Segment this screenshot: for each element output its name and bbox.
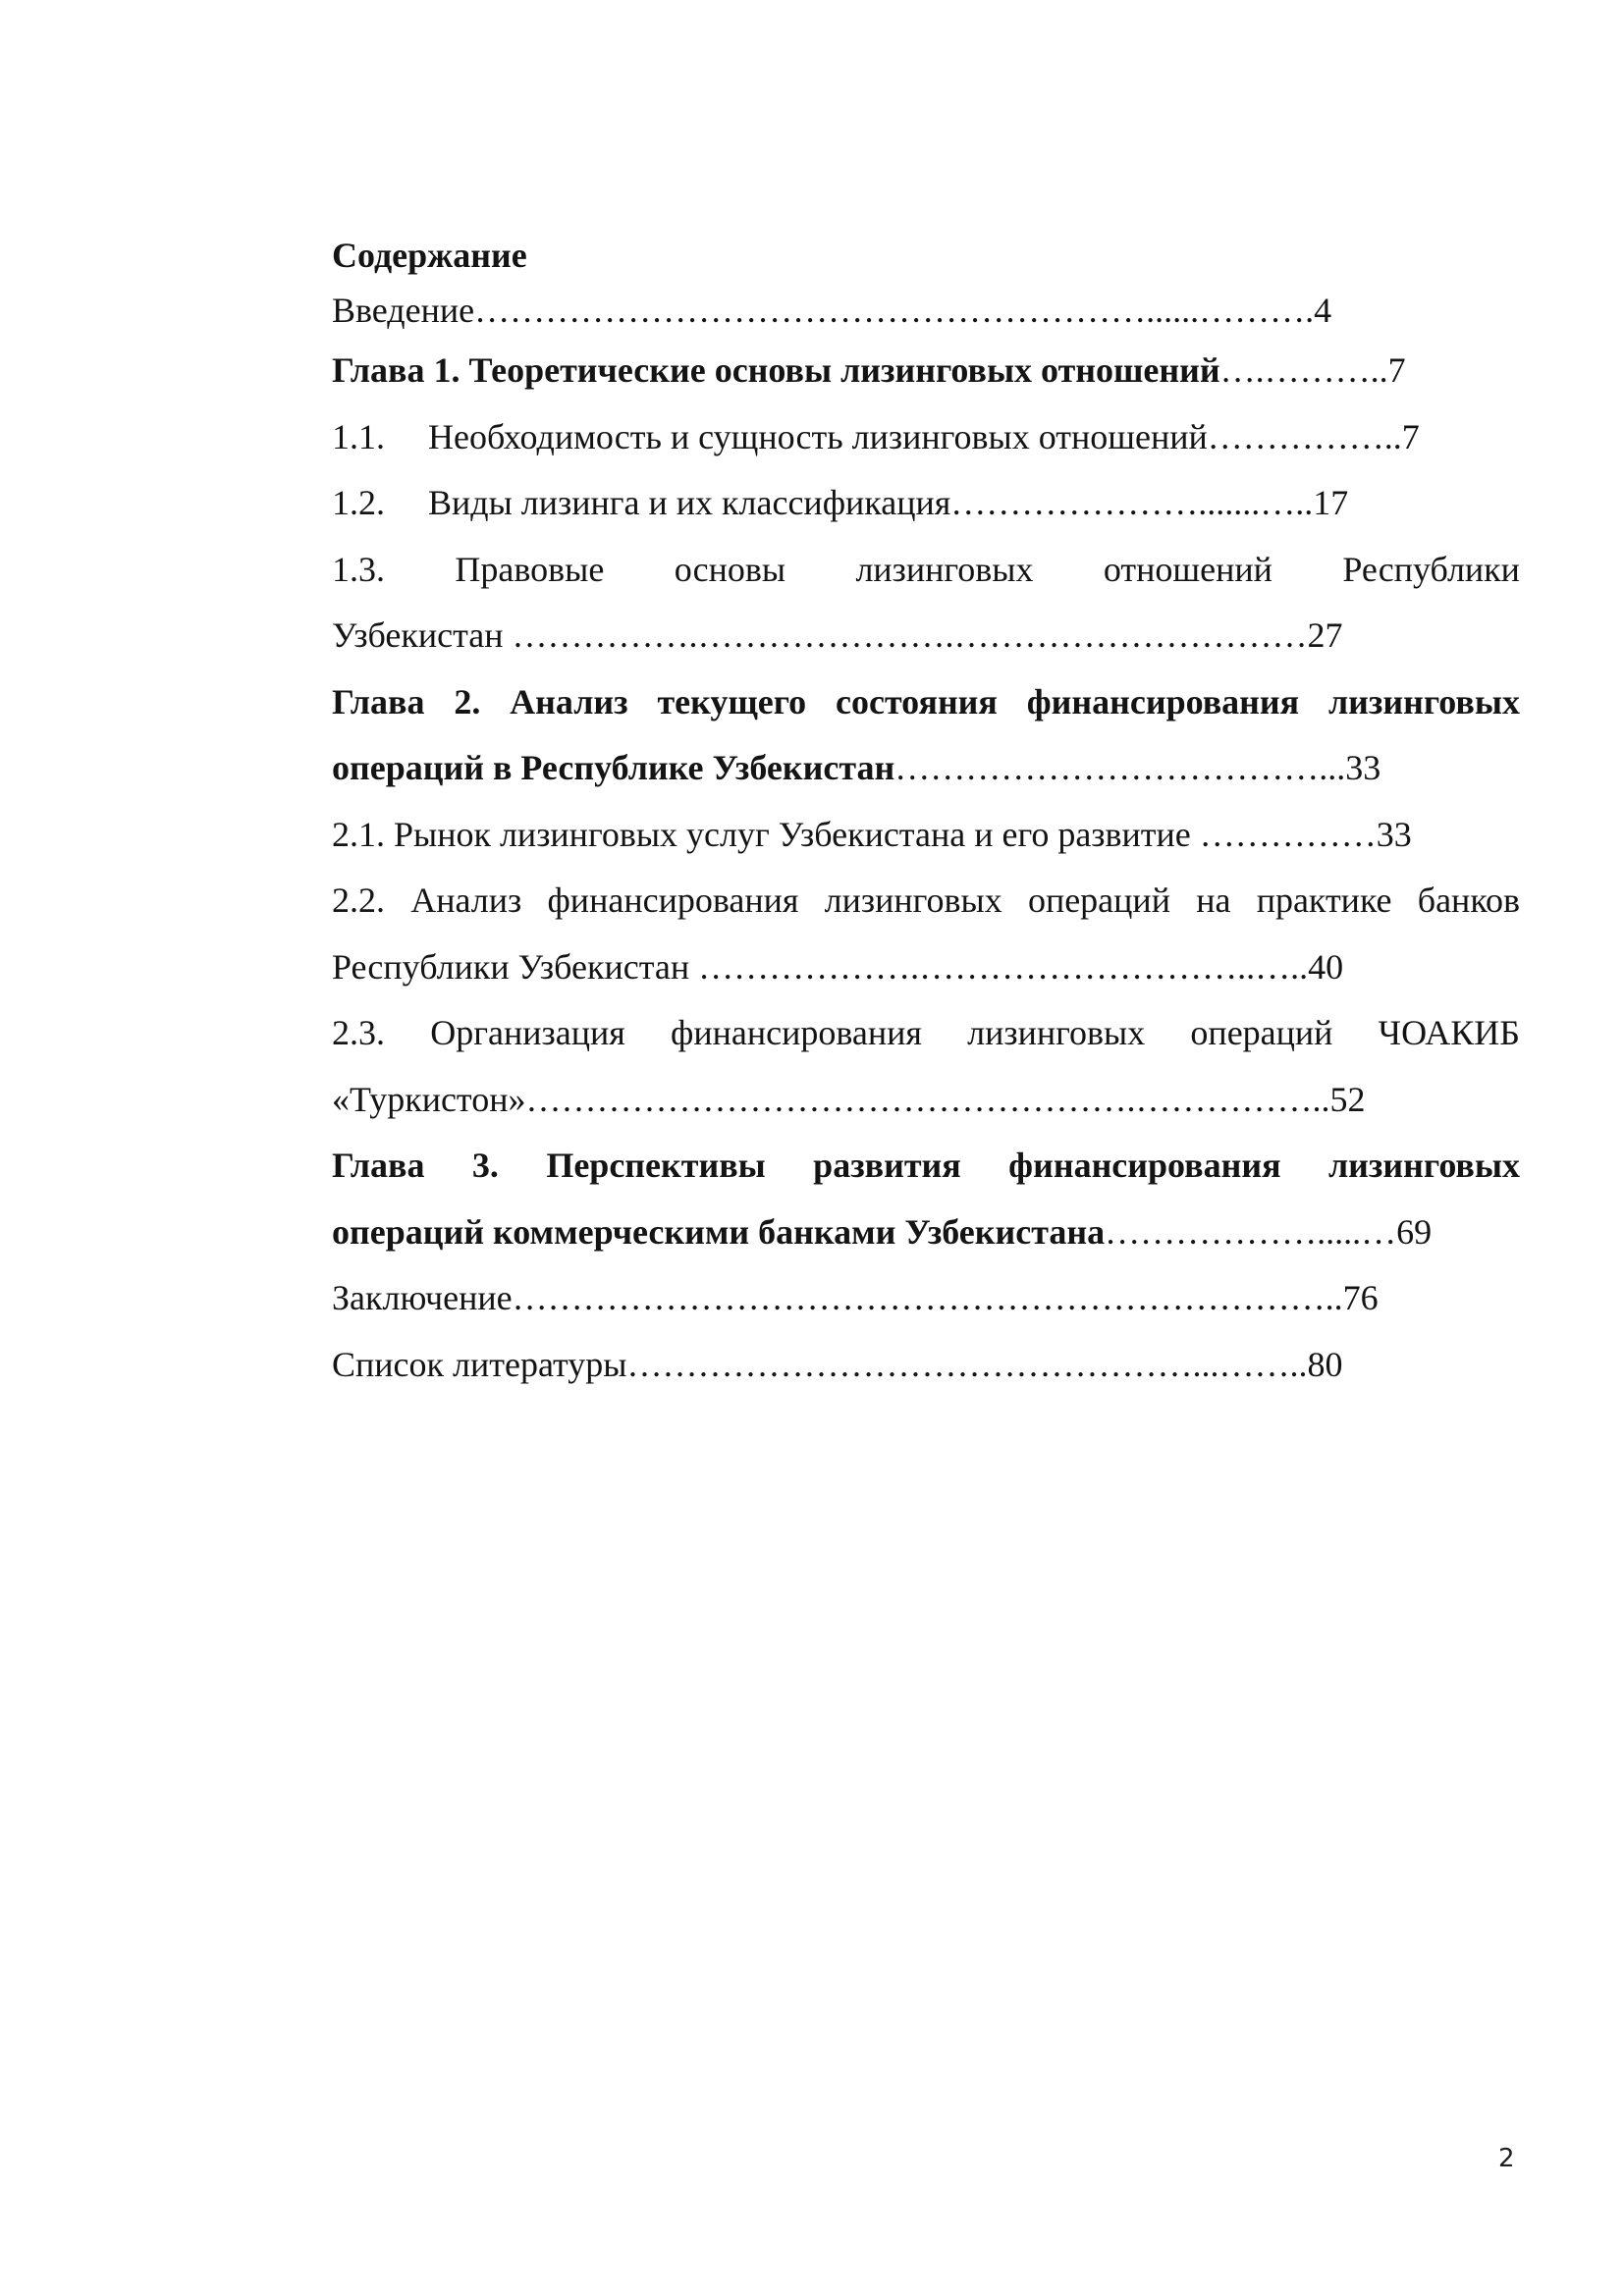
page-number: 2	[1498, 2144, 1515, 2173]
toc-entry-section-2-3-line-2: «Туркистон»…………………………………………….……………..52	[332, 1079, 1366, 1119]
word: 2.3.	[332, 1013, 385, 1052]
toc-entry-section-2-3-line-1	[332, 1000, 1520, 1067]
toc-entry-section-1-3-line-1	[332, 537, 1520, 604]
word: лизинговых	[1327, 1146, 1520, 1185]
toc-entry-section-1-1	[332, 404, 1520, 471]
section-1-2-text: Виды лизинга и их классификация………………….......…..17	[428, 483, 1349, 522]
word: состояния	[835, 681, 998, 721]
word: ЧОАКИБ	[1378, 1013, 1520, 1052]
word: Анализ	[510, 681, 628, 721]
toc-title: Содержание	[332, 236, 527, 275]
toc-entry-conclusion: Заключение……………………………………………………………..76	[332, 1278, 1379, 1317]
word: текущего	[657, 681, 807, 721]
word: операций	[1027, 881, 1170, 920]
word: 3.	[471, 1146, 499, 1185]
word: Правовые	[455, 549, 605, 589]
word: отношений	[1103, 549, 1272, 589]
word: финансирования	[671, 1013, 922, 1052]
toc-entry-chapter-1	[332, 338, 1520, 404]
toc-entry-chapter-2-line-1	[332, 669, 1520, 736]
word: Анализ	[410, 881, 522, 920]
chapter-2-leader: ………………………………...33	[894, 748, 1381, 787]
chapter-1-title: Глава 1. Теоретические основы лизинговых отношений	[332, 350, 1220, 390]
word: лизинговых	[967, 1013, 1146, 1052]
section-1-2-number: 1.2.	[332, 483, 385, 522]
word: Республики	[1342, 549, 1520, 589]
chapter-1-leader: ….………..7	[1219, 350, 1406, 390]
chapter-3-title-end: операций коммерческими банками Узбекистана	[332, 1211, 1106, 1252]
word: основы	[674, 549, 786, 589]
word: развития	[813, 1146, 961, 1185]
toc-entry-chapter-3-line-2	[332, 1200, 1520, 1266]
toc-entry-section-2-2-line-2: Республики Узбекистан ……………….………………………..…..40	[332, 946, 1344, 987]
toc-entry-section-1-3-line-2: Узбекистан …………….………………….…………………………27	[332, 615, 1343, 655]
word: Глава	[332, 681, 425, 721]
word: лизинговых	[824, 881, 1002, 920]
word: лизинговых	[855, 549, 1034, 589]
chapter-2-title-end: операций в Республике Узбекистан	[332, 748, 895, 787]
toc-entry-introduction: Введение…………………………………………………......……….4	[332, 291, 1332, 330]
word: Перспективы	[546, 1146, 766, 1185]
word: финансирования	[1026, 681, 1300, 721]
word: операций	[1190, 1013, 1333, 1052]
word: на	[1196, 881, 1231, 920]
toc-entry-section-1-2	[332, 470, 1520, 537]
word: лизинговых	[1327, 681, 1520, 721]
word: Глава	[332, 1146, 425, 1185]
word: практике	[1256, 881, 1392, 920]
toc-entry-chapter-3-line-1	[332, 1133, 1520, 1200]
toc-entry-section-2-1: 2.1. Рынок лизинговых услуг Узбекистана и его развитие ……………33	[332, 814, 1412, 854]
word: финансирования	[1008, 1146, 1281, 1185]
toc-entry-section-2-2-line-1	[332, 868, 1520, 934]
word: 2.	[454, 681, 481, 721]
word: банков	[1417, 881, 1520, 920]
chapter-3-leader: ……………….....…69	[1105, 1211, 1433, 1252]
toc-entry-chapter-2-line-2	[332, 735, 1520, 802]
word: финансирования	[547, 881, 799, 920]
word: Организация	[430, 1013, 625, 1052]
section-1-1-text: Необходимость и сущность лизинговых отношений……………..7	[428, 416, 1420, 456]
word: 1.3.	[332, 549, 385, 589]
section-1-1-number: 1.1.	[332, 416, 385, 456]
word: 2.2.	[332, 881, 385, 920]
toc-entry-literature: Список литературы…………………………………………...……..80	[332, 1344, 1343, 1384]
table-of-contents	[332, 228, 1520, 1398]
